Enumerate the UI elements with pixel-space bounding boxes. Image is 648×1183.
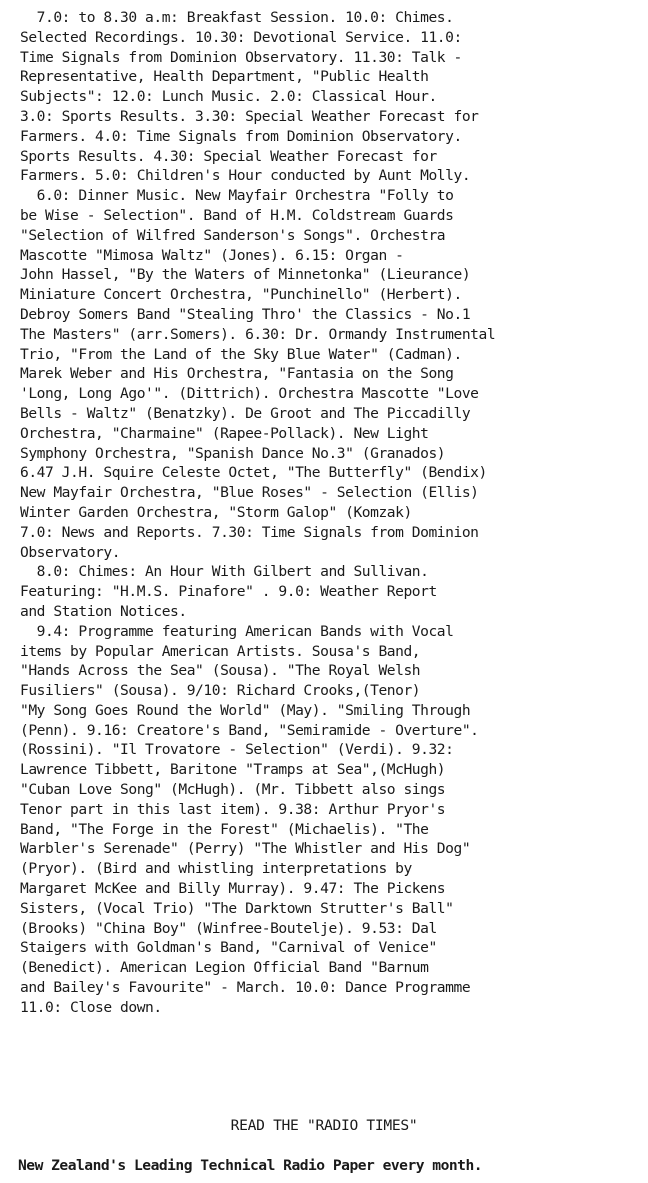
schedule-line: Selected Recordings. 10.30: Devotional Service. 11.0:	[20, 28, 462, 46]
schedule-line: "My Song Goes Round the World" (May). "Smiling Through	[20, 701, 471, 719]
schedule-line: Margaret McKee and Billy Murray). 9.47: The Pickens	[20, 880, 446, 898]
schedule-line: 3.0: Sports Results. 3.30: Special Weather Forecast for	[20, 107, 479, 125]
schedule-line: be Wise - Selection". Band of H.M. Coldstream Guards	[20, 206, 454, 224]
schedule-line: Marek Weber and His Orchestra, "Fantasia on the Song	[20, 365, 454, 383]
schedule-line: Miniature Concert Orchestra, "Punchinello" (Herbert).	[20, 286, 462, 304]
schedule-line: 9.4: Programme featuring American Bands with Vocal	[20, 622, 454, 640]
schedule-line: Symphony Orchestra, "Spanish Dance No.3" (Granados)	[20, 444, 446, 462]
schedule-line: Sisters, (Vocal Trio) "The Darktown Strutter's Ball"	[20, 899, 454, 917]
schedule-line: (Rossini). "Il Trovatore - Selection" (Verdi). 9.32:	[20, 741, 454, 759]
schedule-line: New Mayfair Orchestra, "Blue Roses" - Selection (Ellis)	[20, 484, 479, 502]
schedule-line: Subjects": 12.0: Lunch Music. 2.0: Classical Hour.	[20, 88, 437, 106]
schedule-line: Fusiliers" (Sousa). 9/10: Richard Crooks,(Tenor)	[20, 682, 421, 700]
schedule-line: Winter Garden Orchestra, "Storm Galop" (Komzak)	[20, 503, 412, 521]
schedule-line: Staigers with Goldman's Band, "Carnival of Venice"	[20, 939, 437, 957]
schedule-line: Sports Results. 4.30: Special Weather Forecast for	[20, 147, 437, 165]
schedule-line: Band, "The Forge in the Forest" (Michaelis). "The	[20, 820, 429, 838]
schedule-line: Lawrence Tibbett, Baritone "Tramps at Sea",(McHugh)	[20, 761, 446, 779]
schedule-line: Featuring: "H.M.S. Pinafore" . 9.0: Weather Report	[20, 583, 437, 601]
schedule-line: 7.0: to 8.30 a.m: Breakfast Session. 10.0: Chimes.	[20, 9, 454, 26]
schedule-line: 'Long, Long Ago'". (Dittrich). Orchestra Mascotte "Love	[20, 385, 479, 403]
schedule-line: Farmers. 5.0: Children's Hour conducted by Aunt Molly.	[20, 167, 471, 185]
schedule-line: Trio, "From the Land of the Sky Blue Water" (Cadman).	[20, 345, 462, 363]
schedule-line: items by Popular American Artists. Sousa's Band,	[20, 642, 421, 660]
schedule-line: and Station Notices.	[20, 602, 187, 620]
schedule-line: (Pryor). (Bird and whistling interpretations by	[20, 860, 412, 878]
program-schedule	[20, 8, 640, 1018]
schedule-line: Tenor part in this last item). 9.38: Arthur Pryor's	[20, 800, 446, 818]
schedule-line: (Brooks) "China Boy" (Winfree-Boutelje). 9.53: Dal	[20, 919, 437, 937]
schedule-line: "Hands Across the Sea" (Sousa). "The Royal Welsh	[20, 662, 421, 680]
radio-times-notice: READ THE "RADIO TIMES"	[230, 1117, 418, 1134]
schedule-line: Representative, Health Department, "Public Health	[20, 68, 429, 86]
schedule-line: Mascotte "Mimosa Waltz" (Jones). 6.15: Organ -	[20, 246, 404, 264]
schedule-line: "Cuban Love Song" (McHugh). (Mr. Tibbett also sings	[20, 781, 446, 799]
schedule-line: and Bailey's Favourite" - March. 10.0: Dance Programme	[20, 979, 471, 997]
schedule-line: Observatory.	[20, 543, 121, 561]
schedule-line: "Selection of Wilfred Sanderson's Songs". Orchestra	[20, 226, 446, 244]
schedule-line: 6.47 J.H. Squire Celeste Octet, "The Butterfly" (Bendix)	[20, 464, 487, 482]
schedule-line: (Benedict). American Legion Official Band "Barnum	[20, 959, 429, 977]
schedule-line: Orchestra, "Charmaine" (Rapee-Pollack). New Light	[20, 424, 429, 442]
schedule-line: 6.0: Dinner Music. New Mayfair Orchestra "Folly to	[20, 187, 454, 205]
schedule-line: 8.0: Chimes: An Hour With Gilbert and Sullivan.	[20, 563, 429, 581]
schedule-line: Debroy Somers Band "Stealing Thro' the Classics - No.1	[20, 305, 471, 323]
schedule-line: John Hassel, "By the Waters of Minnetonka" (Lieurance)	[20, 266, 471, 284]
schedule-line: Time Signals from Dominion Observatory. 11.30: Talk -	[20, 48, 462, 66]
radio-paper-tagline: New Zealand's Leading Technical Radio Paper every month.	[18, 1157, 483, 1174]
schedule-line: The Masters" (arr.Somers). 6.30: Dr. Ormandy Instrumental	[20, 325, 496, 343]
schedule-lines	[20, 8, 640, 1018]
schedule-line: Farmers. 4.0: Time Signals from Dominion Observatory.	[20, 127, 462, 145]
schedule-line: Bells - Waltz" (Benatzky). De Groot and The Piccadilly	[20, 404, 471, 422]
schedule-line: 7.0: News and Reports. 7.30: Time Signals from Dominion	[20, 523, 479, 541]
schedule-line: (Penn). 9.16: Creatore's Band, "Semiramide - Overture".	[20, 721, 479, 739]
schedule-line: Warbler's Serenade" (Perry) "The Whistler and His Dog"	[20, 840, 471, 858]
schedule-line: 11.0: Close down.	[20, 998, 162, 1016]
